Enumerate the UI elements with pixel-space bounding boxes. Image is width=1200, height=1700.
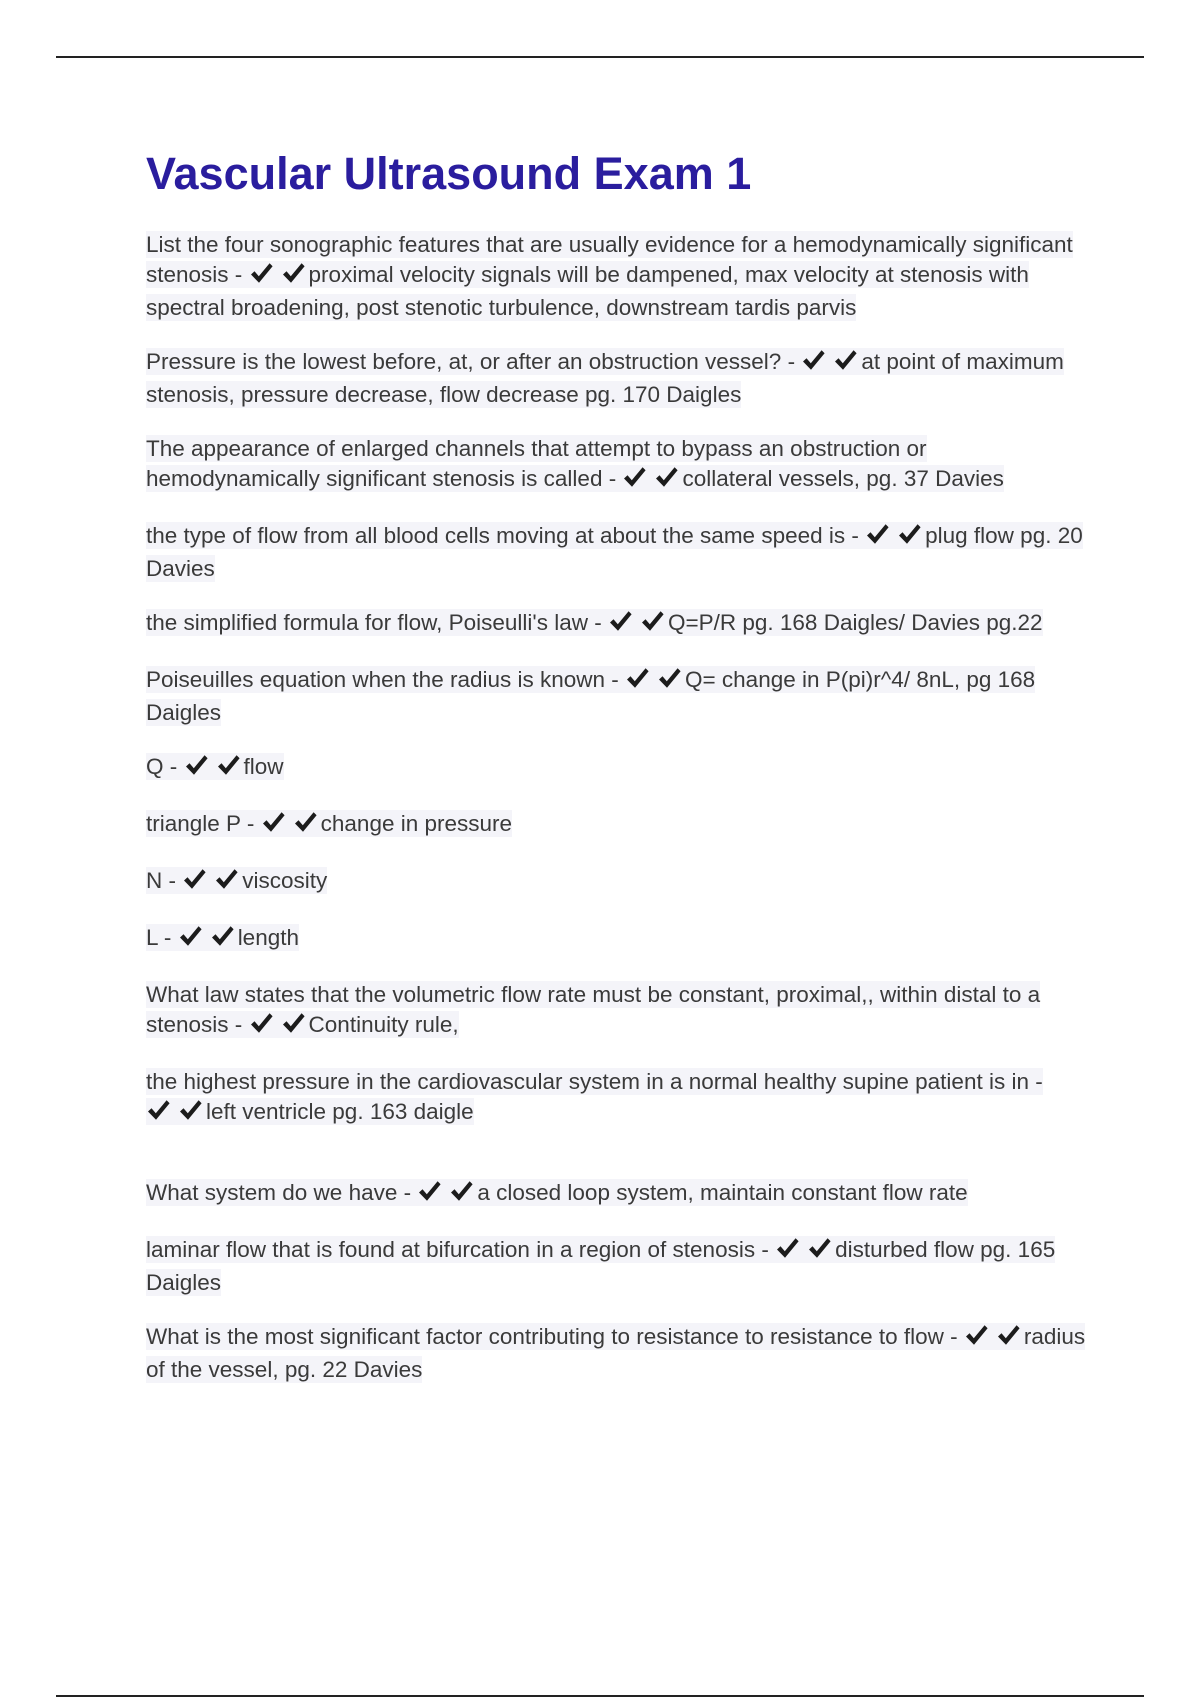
qa-text <box>146 1179 968 1206</box>
answer-marker <box>865 522 923 554</box>
qa-item <box>146 1178 1096 1211</box>
check-mark-icon <box>178 1098 203 1122</box>
answer-marker <box>249 261 307 293</box>
answer-marker <box>622 465 680 497</box>
answer-text: proximal velocity signals will be dampened, max velocity at stenosis with spectral broadening, post stenotic turbulence, downstream tardis parvis <box>146 262 1029 320</box>
qa-item <box>146 230 1096 323</box>
check-mark-icon <box>449 1179 474 1203</box>
check-mark-icon <box>775 1236 800 1260</box>
answer-marker <box>801 348 859 380</box>
qa-text <box>146 924 299 951</box>
question-text: What is the most significant factor contributing to resistance to resistance to flow - <box>146 1324 964 1349</box>
check-mark-icon <box>146 1098 171 1122</box>
qa-text <box>146 1323 1085 1383</box>
check-mark-icon <box>657 666 682 690</box>
bottom-rule <box>56 1695 1144 1697</box>
qa-item <box>146 980 1096 1043</box>
check-mark-icon <box>897 522 922 546</box>
qa-text <box>146 1236 1055 1296</box>
check-mark-icon <box>214 867 239 891</box>
qa-item <box>146 347 1096 410</box>
check-mark-icon <box>654 465 679 489</box>
answer-text: flow <box>243 754 284 779</box>
qa-item <box>146 866 1096 899</box>
answer-text: a closed loop system, maintain constant flow rate <box>477 1180 968 1205</box>
check-mark-icon <box>417 1179 442 1203</box>
answer-marker <box>146 1098 204 1130</box>
check-mark-icon <box>996 1323 1021 1347</box>
qa-text <box>146 981 1040 1038</box>
check-mark-icon <box>807 1236 832 1260</box>
answer-marker <box>182 867 240 899</box>
check-mark-icon <box>281 1011 306 1035</box>
answer-marker <box>608 609 666 641</box>
question-text: the type of flow from all blood cells moving at about the same speed is - <box>146 523 866 548</box>
check-mark-icon <box>293 810 318 834</box>
question-text: List the four sonographic features that are usually evidence for a hemodynamically significant stenosis - <box>146 232 1073 287</box>
qa-text <box>146 348 1064 408</box>
check-mark-icon <box>608 609 633 633</box>
answer-marker <box>261 810 319 842</box>
answer-text: disturbed flow pg. 165 Daigles <box>146 1237 1056 1295</box>
check-mark-icon <box>216 753 241 777</box>
check-mark-icon <box>182 867 207 891</box>
question-text: Poiseuilles equation when the radius is known - <box>146 667 626 692</box>
question-text: triangle P - <box>146 811 261 836</box>
check-mark-icon <box>178 924 203 948</box>
qa-text <box>146 231 1073 321</box>
answer-marker <box>775 1236 833 1268</box>
answer-marker <box>178 924 236 956</box>
answer-marker <box>417 1179 475 1211</box>
check-mark-icon <box>210 924 235 948</box>
answer-text: length <box>237 925 299 950</box>
answer-text: viscosity <box>242 868 328 893</box>
question-text: L - <box>146 925 178 950</box>
answer-marker <box>249 1011 307 1043</box>
question-text: Pressure is the lowest before, at, or after an obstruction vessel? - <box>146 349 802 374</box>
answer-text: collateral vessels, pg. 37 Davies <box>682 466 1004 491</box>
answer-marker <box>184 753 242 785</box>
qa-item <box>146 1322 1096 1385</box>
check-mark-icon <box>964 1323 989 1347</box>
qa-item <box>146 608 1096 641</box>
check-mark-icon <box>622 465 647 489</box>
answer-text: at point of maximum stenosis, pressure decrease, flow decrease pg. 170 Daigles <box>146 349 1064 407</box>
question-text: the simplified formula for flow, Poiseulli's law - <box>146 610 608 635</box>
question-text: What system do we have - <box>146 1180 418 1205</box>
qa-text <box>146 435 1004 492</box>
qa-item <box>146 521 1096 584</box>
top-rule <box>56 56 1144 58</box>
question-text: laminar flow that is found at bifurcation in a region of stenosis - <box>146 1237 776 1262</box>
check-mark-icon <box>249 1011 274 1035</box>
question-text: The appearance of enlarged channels that attempt to bypass an obstruction or hemodynamically significant stenosis is called - <box>146 436 927 491</box>
answer-text: Continuity rule, <box>308 1012 459 1037</box>
document-body <box>146 146 1096 1409</box>
page-title: Vascular Ultrasound Exam 1 <box>146 148 752 199</box>
qa-item <box>146 434 1096 497</box>
qa-item <box>146 752 1096 785</box>
answer-marker <box>625 666 683 698</box>
qa-text <box>146 1068 1043 1125</box>
qa-item <box>146 1235 1096 1298</box>
answer-text: left ventricle pg. 163 daigle <box>206 1099 474 1124</box>
question-answer-list <box>146 230 1096 1385</box>
question-text: the highest pressure in the cardiovascular system in a normal healthy supine patient is in - <box>146 1069 1043 1094</box>
check-mark-icon <box>833 348 858 372</box>
qa-item <box>146 809 1096 842</box>
check-mark-icon <box>801 348 826 372</box>
check-mark-icon <box>640 609 665 633</box>
question-text: What law states that the volumetric flow rate must be constant, proximal,, within distal to a stenosis - <box>146 982 1041 1037</box>
qa-text <box>146 810 512 837</box>
qa-item <box>146 665 1096 728</box>
qa-item <box>146 1067 1096 1130</box>
qa-text <box>146 867 327 894</box>
question-text: Q - <box>146 754 184 779</box>
check-mark-icon <box>625 666 650 690</box>
answer-text: Q=P/R pg. 168 Daigles/ Davies pg.22 <box>667 610 1043 635</box>
answer-text: Q= change in P(pi)r^4/ 8nL, pg 168 Daigles <box>146 667 1036 725</box>
qa-text <box>146 609 1043 636</box>
qa-text <box>146 753 284 780</box>
answer-text: radius of the vessel, pg. 22 Davies <box>146 1324 1086 1382</box>
qa-item <box>146 923 1096 956</box>
check-mark-icon <box>281 261 306 285</box>
answer-text: change in pressure <box>320 811 513 836</box>
qa-text <box>146 666 1035 726</box>
question-text: N - <box>146 868 183 893</box>
answer-text: plug flow pg. 20 Davies <box>146 523 1083 581</box>
check-mark-icon <box>261 810 286 834</box>
check-mark-icon <box>184 753 209 777</box>
answer-marker <box>964 1323 1022 1355</box>
qa-text <box>146 522 1083 582</box>
check-mark-icon <box>249 261 274 285</box>
check-mark-icon <box>865 522 890 546</box>
